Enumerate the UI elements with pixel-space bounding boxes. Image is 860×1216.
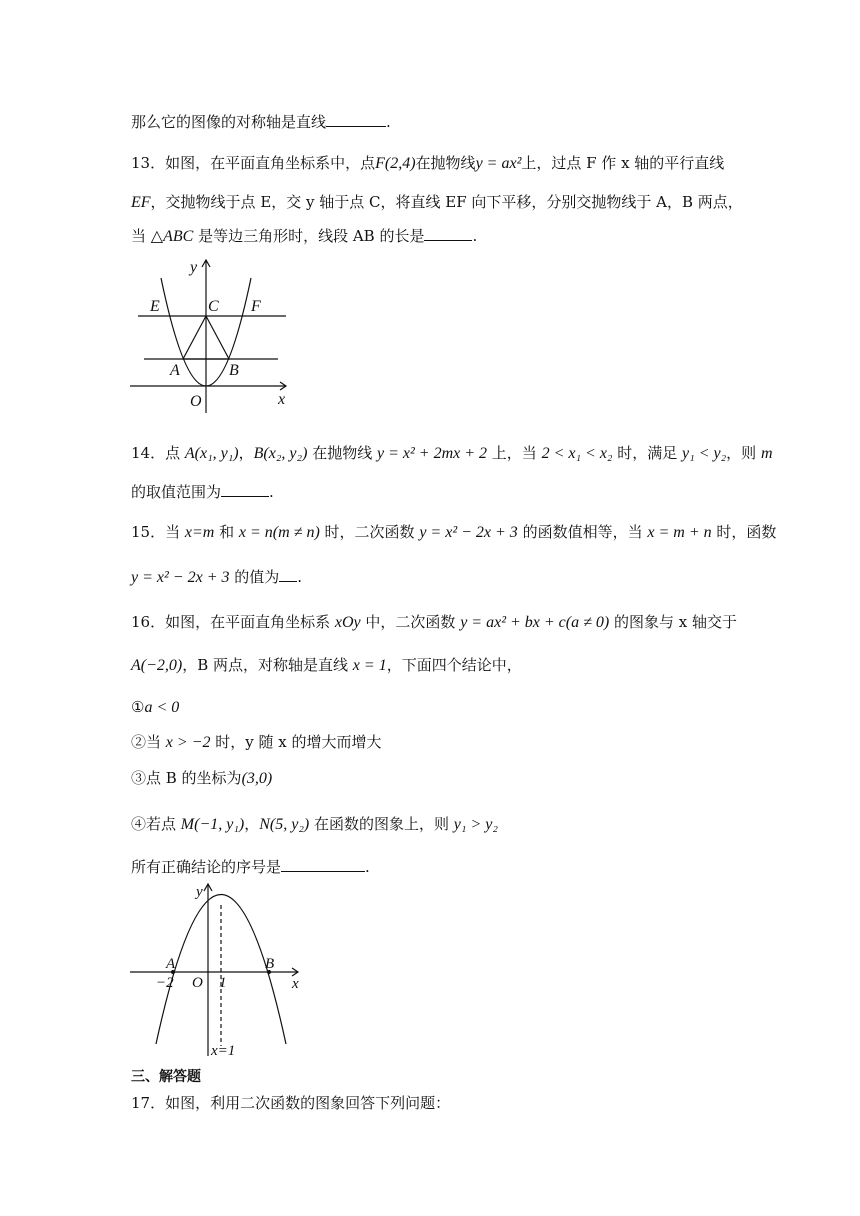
q15-end: . xyxy=(297,568,303,586)
q14-math: m xyxy=(760,445,773,462)
q14-math: A(x₁, y₁) xyxy=(184,445,239,462)
q16-text: ，B 两点，对称轴是直线 xyxy=(182,656,353,674)
q12-text: 那么它的图像的对称轴是直线 xyxy=(131,113,327,131)
q14-number: 14． xyxy=(131,444,166,462)
q14-text: ，则 xyxy=(726,444,761,462)
label-a: A xyxy=(170,362,180,379)
q13-text: ，交抛物线于点 E，交 y 轴于点 C，将直线 EF 向下平移，分别交抛物线于 A，B 两点， xyxy=(150,193,743,211)
q16-math: A(−2,0) xyxy=(131,657,183,674)
q13-text: 上，过点 F 作 x 轴的平行直线 xyxy=(521,154,725,172)
q16-option-2 xyxy=(131,732,382,753)
label-b: B xyxy=(265,956,275,972)
label-o: O xyxy=(192,975,203,991)
q13-end: . xyxy=(472,227,478,245)
answer-blank xyxy=(424,226,472,241)
q16-end: . xyxy=(365,858,370,876)
answer-blank xyxy=(221,482,269,497)
q13-line3 xyxy=(131,226,477,247)
q16-text: ① xyxy=(131,698,145,716)
label-x-equals-1: x=1 xyxy=(211,1043,236,1058)
q16-option-4 xyxy=(131,814,498,835)
q16-text: 中，二次函数 xyxy=(360,613,461,631)
label-o: O xyxy=(190,393,202,410)
q13-math: y = ax² xyxy=(475,155,522,172)
label-b: B xyxy=(229,362,239,379)
q15-text: 当 xyxy=(165,523,185,541)
q16-option-1 xyxy=(131,697,179,718)
q14-math: y = x² + 2mx + 2 xyxy=(376,445,488,462)
q16-math: M(−1, y₁) xyxy=(180,816,245,833)
q16-math: (3,0) xyxy=(241,770,273,787)
q14-text: 上，当 xyxy=(487,444,542,462)
q14-math: 2 < x₁ < x₂ xyxy=(541,445,613,462)
q14-line2 xyxy=(131,482,274,502)
q16-text: ，下面四个结论中， xyxy=(386,656,522,674)
q14-text: 的取值范围为 xyxy=(131,483,222,501)
label-x: x xyxy=(292,976,299,992)
q15-math: y = x² − 2x + 3 xyxy=(131,569,230,586)
q17-number: 17． xyxy=(131,1094,166,1112)
label-x: x xyxy=(278,391,286,408)
q15-number: 15． xyxy=(131,523,166,541)
q14-text: 在抛物线 xyxy=(307,444,377,462)
q14-text: 时，满足 xyxy=(612,444,683,462)
q15-line1 xyxy=(131,522,776,543)
q16-text: 时，y 随 x 的增大而增大 xyxy=(210,733,382,751)
q16-text: ②当 xyxy=(131,733,166,751)
label-c: C xyxy=(208,298,219,315)
q13-line1 xyxy=(131,153,724,174)
q12-end: . xyxy=(386,113,391,131)
q16-math: x = 1 xyxy=(352,657,387,674)
q16-math: xOy xyxy=(334,614,361,631)
q13-line2 xyxy=(131,192,743,213)
q15-text: 时，二次函数 xyxy=(319,523,420,541)
figure-16-parabola xyxy=(128,880,308,1058)
q13-math: F(2,4) xyxy=(375,155,416,172)
q16-option-3 xyxy=(131,768,272,789)
label-y: y xyxy=(190,259,198,276)
q16-math: x > −2 xyxy=(165,734,211,751)
section-heading: 三、解答题 xyxy=(131,1069,201,1085)
q16-math: y = ax² + bx + c(a ≠ 0) xyxy=(460,614,610,631)
q13-text: 在抛物线 xyxy=(415,154,476,172)
label-e: E xyxy=(150,298,160,315)
q17-text: 如图，利用二次函数的图象回答下列问题： xyxy=(165,1094,451,1112)
q16-text: 如图，在平面直角坐标系 xyxy=(165,613,335,631)
q13-math: EF xyxy=(131,194,151,211)
q13-text: 当 xyxy=(131,227,151,245)
q14-math: y₁ < y₂ xyxy=(682,445,727,462)
label-f: F xyxy=(251,298,261,315)
q13-text: 如图，在平面直角坐标系中，点 xyxy=(165,154,376,172)
q15-text: 的值为 xyxy=(229,568,280,586)
q15-line2 xyxy=(131,567,302,588)
q16-math: a < 0 xyxy=(144,699,180,716)
q15-text: 的函数值相等，当 xyxy=(517,523,648,541)
label-1: 1 xyxy=(219,975,227,991)
q15-math: y = x² − 2x + 3 xyxy=(419,524,518,541)
q16-line1 xyxy=(131,612,737,633)
q15-math: x = m + n xyxy=(647,524,712,541)
q16-text: 的图象与 x 轴交于 xyxy=(609,613,737,631)
answer-blank xyxy=(326,112,386,127)
label-y: y xyxy=(196,884,203,900)
q15-math: x=m xyxy=(184,524,215,541)
q13-text: 是等边三角形时，线段 AB 的长是 xyxy=(193,227,425,245)
q16-line2 xyxy=(131,655,522,676)
q16-text: ， xyxy=(244,815,260,833)
q14-text: 点 xyxy=(165,444,185,462)
q16-number: 16． xyxy=(131,613,166,631)
q12-tail xyxy=(131,112,391,132)
q13-math: △ABC xyxy=(150,228,194,245)
q15-text: 时，函数 xyxy=(711,523,777,541)
figure-13-parabola xyxy=(128,258,298,420)
answer-blank xyxy=(279,567,297,582)
q14-end: . xyxy=(269,483,274,501)
q14-math: B(x₂, y₂) xyxy=(253,445,308,462)
label-minus-2: −2 xyxy=(156,975,174,991)
q17-line xyxy=(131,1093,450,1113)
q15-text: 和 xyxy=(214,523,239,541)
answer-blank xyxy=(281,857,365,872)
q14-line1 xyxy=(131,443,773,464)
q16-ask xyxy=(131,857,370,877)
q16-text: ③点 B 的坐标为 xyxy=(131,769,242,787)
q14-text: ， xyxy=(238,444,254,462)
q16-math: y₁ > y₂ xyxy=(453,816,498,833)
q16-math: N(5, y₂) xyxy=(259,816,310,833)
q16-text: 在函数的图象上，则 xyxy=(309,815,454,833)
q16-text: ④若点 xyxy=(131,815,181,833)
q13-number: 13． xyxy=(131,154,166,172)
q16-text: 所有正确结论的序号是 xyxy=(131,858,282,876)
q15-math: x = n(m ≠ n) xyxy=(238,524,320,541)
label-a: A xyxy=(166,956,176,972)
